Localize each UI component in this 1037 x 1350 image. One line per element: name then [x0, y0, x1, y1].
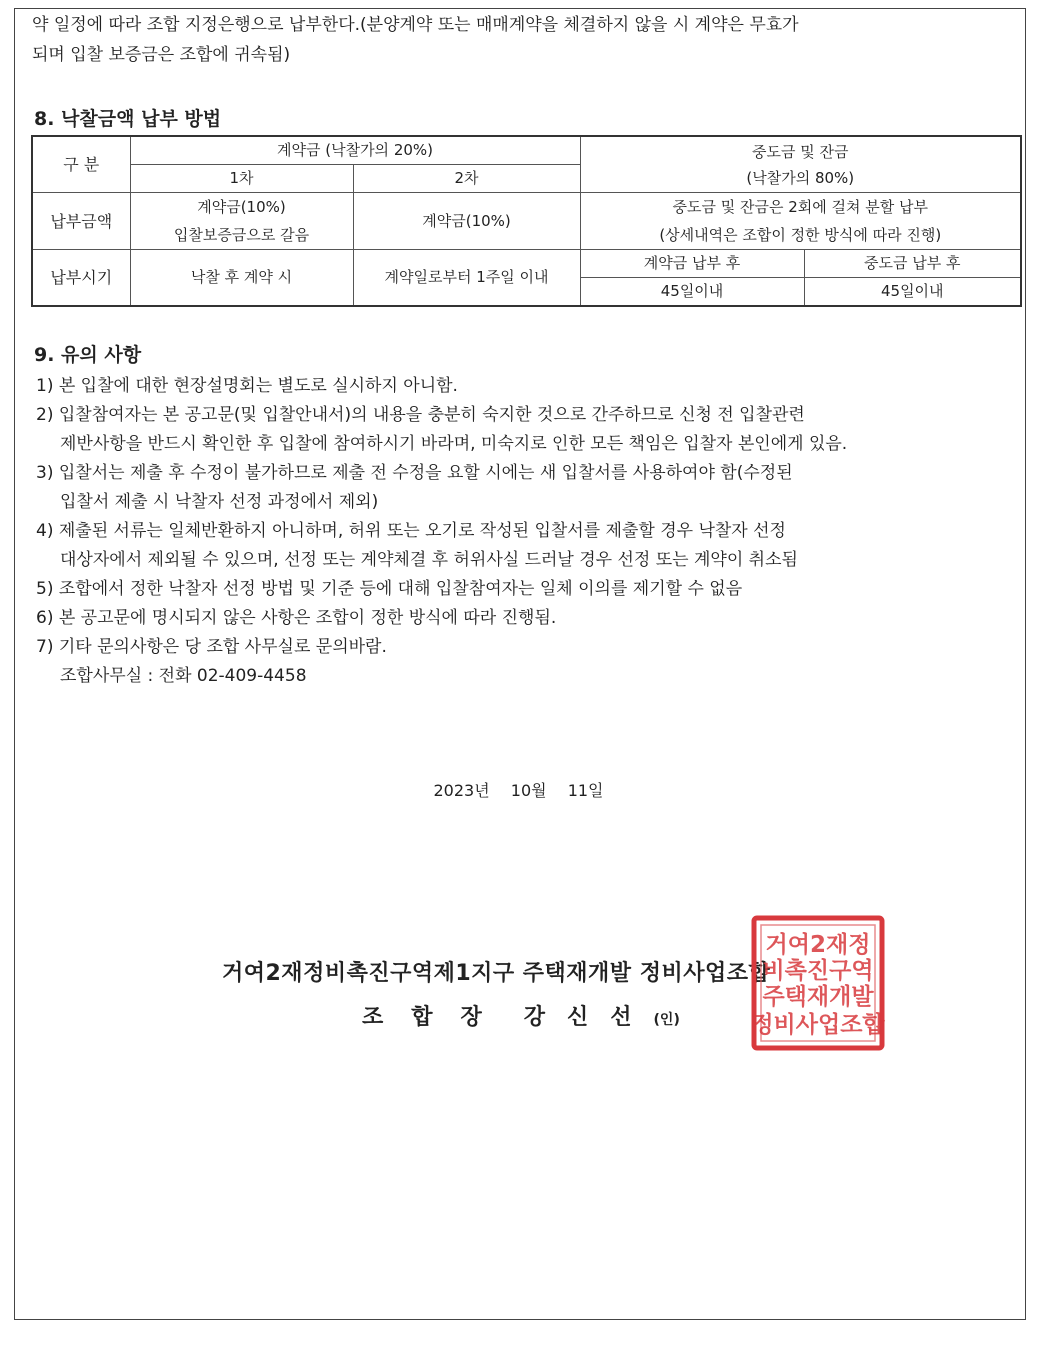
- seal-row-2: 비촉진구역: [762, 958, 874, 984]
- header-first: 1차: [130, 165, 353, 193]
- date-year: 2023년: [433, 781, 490, 800]
- time-mid-head: 계약금 납부 후: [580, 250, 804, 278]
- document-date: [0, 778, 1037, 801]
- header-gubun: 구 분: [32, 136, 130, 193]
- row-time-label: 납부시기: [32, 250, 130, 307]
- intro-line: 되며 입찰 보증금은 조합에 귀속됨): [32, 45, 291, 65]
- seal-row-1: 거여2재정: [765, 932, 871, 958]
- amount-first: [130, 193, 353, 250]
- date-month: 10월: [510, 781, 547, 800]
- payment-table: [31, 135, 1022, 307]
- amount-first-line1: 계약금(10%): [197, 198, 286, 216]
- intro-line: 약 일정에 따라 조합 지정은행으로 납부한다.(분양계약 또는 매매계약을 체결하지 않을 시 계약은 무효가: [32, 15, 799, 35]
- amount-first-line2: 입찰보증금으로 갈음: [173, 226, 310, 244]
- header-balance-line1: 중도금 및 잔금: [752, 142, 849, 161]
- note-line: 조합사무실 : 전화 02-409-4458: [60, 666, 307, 686]
- organization-name: 거여2재정비촉진구역제1지구 주택재개발 정비사업조합: [222, 961, 771, 986]
- amount-second: 계약금(10%): [353, 193, 580, 250]
- seal-row-4: 정비사업조합: [751, 1012, 885, 1038]
- time-mid-value: 45일이내: [580, 278, 804, 307]
- time-bal-head: 중도금 납부 후: [804, 250, 1021, 278]
- intro-paragraph: [32, 10, 799, 70]
- note-line: 7) 기타 문의사항은 당 조합 사무실로 문의바람.: [36, 637, 387, 657]
- note-line: 제반사항을 반드시 확인한 후 입찰에 참여하시기 바라며, 미숙지로 인한 모든 책임은 입찰자 본인에게 있음.: [60, 434, 848, 454]
- amount-balance-line2: (상세내역은 조합이 정한 방식에 따라 진행): [659, 226, 942, 244]
- section-9-title: 9. 유의 사항: [34, 344, 142, 366]
- time-first: 낙찰 후 계약 시: [130, 250, 353, 307]
- date-day: 11일: [567, 781, 604, 800]
- note-line: 3) 입찰서는 제출 후 수정이 불가하므로 제출 전 수정을 요할 시에는 새 입찰서를 사용하여야 함(수정된: [36, 463, 793, 483]
- chief-title: 조합장: [362, 1005, 510, 1030]
- header-second: 2차: [353, 165, 580, 193]
- header-deposit: 계약금 (낙찰가의 20%): [130, 136, 580, 165]
- note-line: 4) 제출된 서류는 일체반환하지 아니하며, 허위 또는 오기로 작성된 입찰서를 제출할 경우 낙찰자 선정: [36, 521, 786, 541]
- amount-balance-line1: 중도금 및 잔금은 2회에 걸쳐 분할 납부: [672, 198, 929, 216]
- note-line: 입찰서 제출 시 낙찰자 선정 과정에서 제외): [60, 492, 379, 512]
- chief-line: [362, 1000, 680, 1031]
- amount-balance: [580, 193, 1021, 250]
- header-balance-line2: (낙찰가의 80%): [746, 168, 855, 187]
- official-seal-stamp: [750, 914, 886, 1052]
- note-line: 2) 입찰참여자는 본 공고문(및 입찰안내서)의 내용을 충분히 숙지한 것으로 간주하므로 신청 전 입찰관련: [36, 405, 805, 425]
- note-line: 1) 본 입찰에 대한 현장설명회는 별도로 실시하지 아니함.: [36, 376, 458, 396]
- note-line: 5) 조합에서 정한 낙찰자 선정 방법 및 기준 등에 대해 입찰참여자는 일체 이의를 제기할 수 없음: [36, 579, 743, 599]
- note-line: 6) 본 공고문에 명시되지 않은 사항은 조합이 정한 방식에 따라 진행됨.: [36, 608, 557, 628]
- seal-mark: (인): [653, 1012, 680, 1028]
- time-bal-value: 45일이내: [804, 278, 1021, 307]
- notes-list: [36, 372, 847, 691]
- section-8-title: 8. 낙찰금액 납부 방법: [34, 108, 222, 130]
- seal-row-3: 주택재개발: [762, 984, 874, 1010]
- row-amount-label: 납부금액: [32, 193, 130, 250]
- time-second: 계약일로부터 1주일 이내: [353, 250, 580, 307]
- note-line: 대상자에서 제외될 수 있으며, 선정 또는 계약체결 후 허위사실 드러날 경우 선정 또는 계약이 취소됨: [60, 550, 798, 570]
- header-balance: [580, 136, 1021, 193]
- chief-name: 강신선: [523, 1005, 654, 1030]
